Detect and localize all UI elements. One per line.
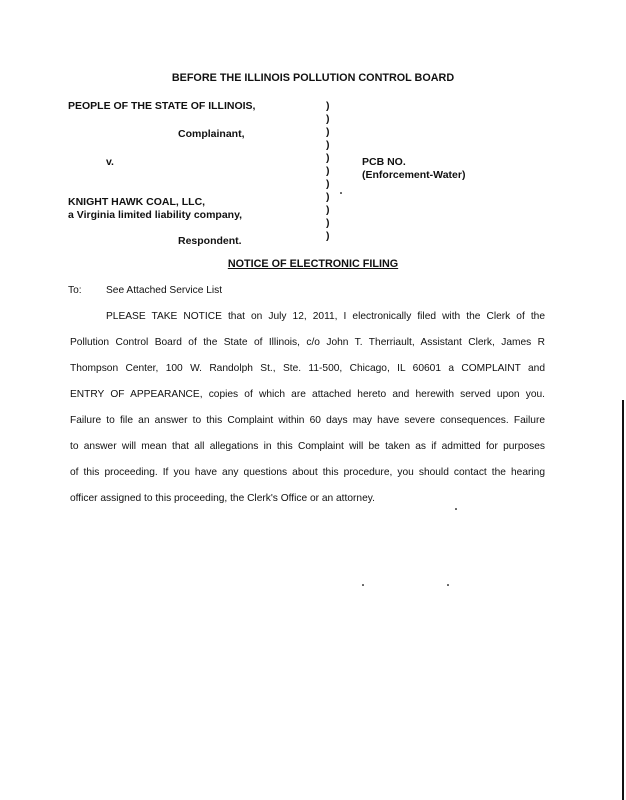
caption-paren: ) [326, 152, 330, 164]
document-heading: BEFORE THE ILLINOIS POLLUTION CONTROL BOARD [171, 72, 455, 84]
plaintiff-role: Complainant, [178, 128, 245, 140]
plaintiff-name: PEOPLE OF THE STATE OF ILLINOIS, [68, 100, 256, 112]
defendant-role: Respondent. [178, 235, 242, 247]
scan-speck [340, 192, 342, 194]
scan-speck [455, 508, 457, 510]
body-line: PLEASE TAKE NOTICE that on July 12, 2011, I electronically filed with the Clerk of the [106, 311, 545, 322]
caption-paren: ) [326, 126, 330, 138]
caption-paren: ) [326, 230, 330, 242]
body-line: Failure to file an answer to this Complaint within 60 days may have severe consequences. Failure [70, 415, 545, 426]
caption-paren: ) [326, 178, 330, 190]
defendant-description: a Virginia limited liability company, [68, 209, 243, 221]
caption-paren: ) [326, 113, 330, 125]
caption-paren: ) [326, 191, 330, 203]
scan-speck [362, 584, 364, 586]
defendant-name: KNIGHT HAWK COAL, LLC, [68, 196, 206, 208]
body-line: to answer will mean that all allegations in this Complaint will be taken as if admitted for purposes [70, 441, 545, 452]
body-line: Pollution Control Board of the State of Illinois, c/o John T. Therriault, Assistant Clerk, James R [70, 337, 545, 348]
body-line: ENTRY OF APPEARANCE, copies of which are attached hereto and herewith served upon you. [70, 389, 545, 400]
caption-paren: ) [326, 204, 330, 216]
to-label: To: [68, 285, 82, 296]
case-number-label: PCB NO. [362, 156, 406, 168]
versus-label: v. [106, 156, 114, 168]
body-line: of this proceeding. If you have any questions about this procedure, you should contact the hearing [70, 467, 545, 478]
scan-speck [447, 584, 449, 586]
caption-paren: ) [326, 139, 330, 151]
caption-paren: ) [326, 165, 330, 177]
body-line: Thompson Center, 100 W. Randolph St., Ste. 11-500, Chicago, IL 60601 a COMPLAINT and [70, 363, 545, 374]
body-line: officer assigned to this proceeding, the Clerk's Office or an attorney. [70, 493, 375, 504]
case-type: (Enforcement-Water) [362, 169, 466, 181]
scan-edge-line [622, 400, 624, 800]
caption-paren: ) [326, 100, 330, 112]
notice-title: NOTICE OF ELECTRONIC FILING [227, 258, 399, 270]
caption-paren: ) [326, 217, 330, 229]
to-value: See Attached Service List [106, 285, 223, 296]
